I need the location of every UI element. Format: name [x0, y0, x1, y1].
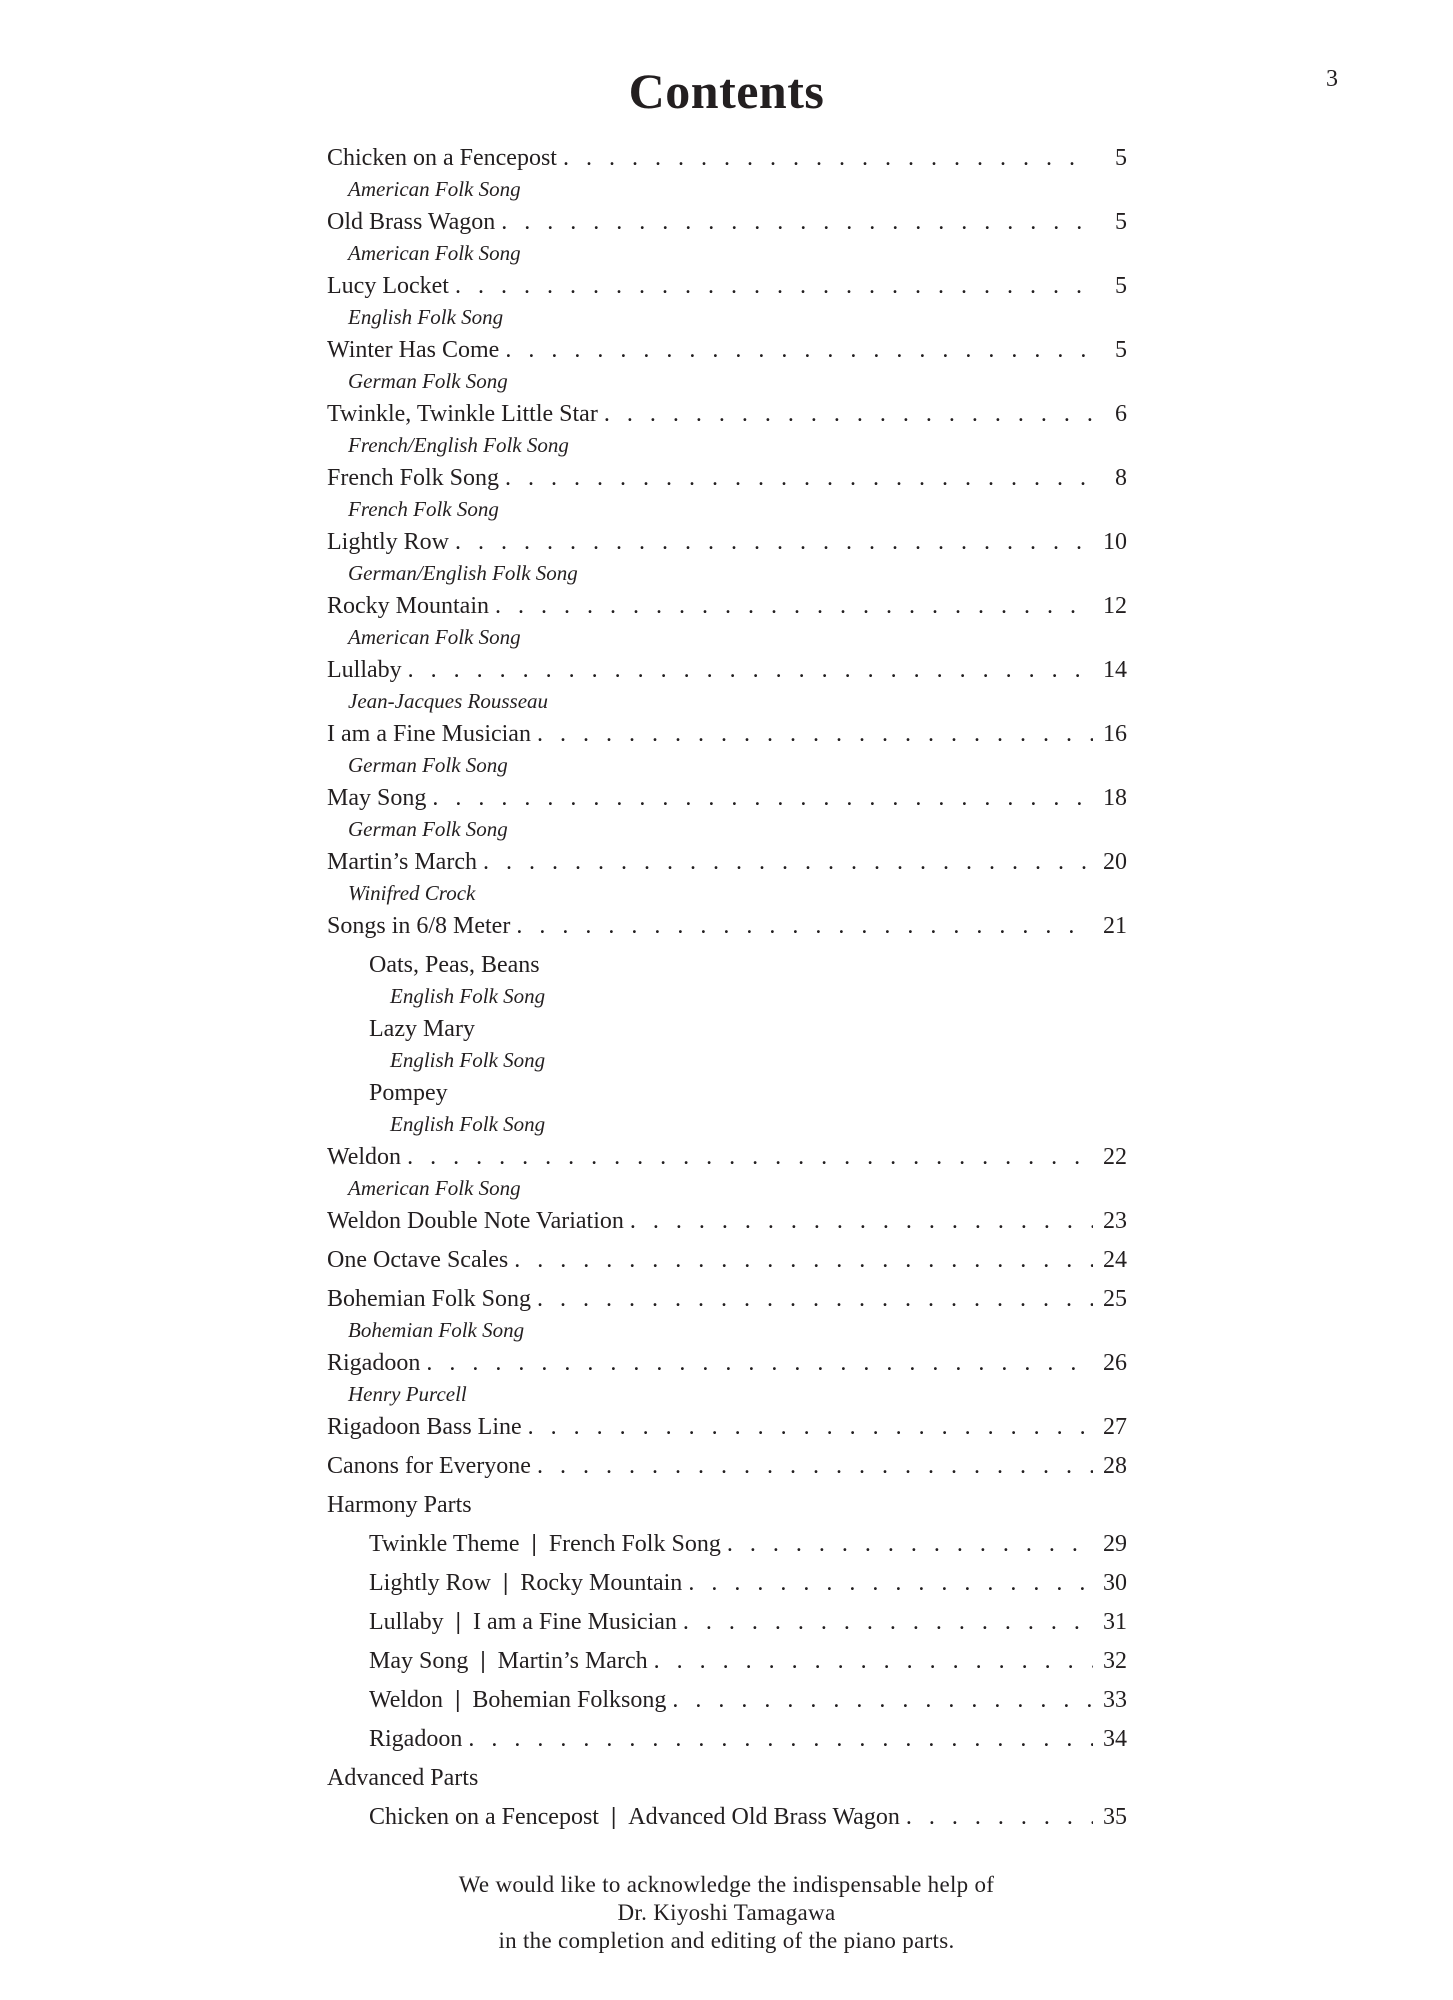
page-number: 3 [1326, 66, 1338, 92]
toc-entry-row [327, 844, 1127, 881]
title-separator: | [480, 1648, 486, 1674]
toc-entry [327, 716, 1127, 780]
toc-entry-subtitle: English Folk Song [390, 1048, 546, 1072]
toc-entry [327, 1760, 1127, 1799]
toc-entry-subtitle: American Folk Song [348, 1176, 521, 1200]
toc-entry-row [369, 1643, 1127, 1680]
toc-entry-title: Songs in 6/8 Meter [327, 913, 511, 939]
toc-entry-title: Harmony Parts [327, 1492, 472, 1518]
toc-entry-title: Lucy Locket [327, 273, 449, 299]
toc-entry-page: 31 [1103, 1609, 1127, 1635]
toc-entry [327, 1448, 1127, 1487]
toc-entry-page: 32 [1103, 1648, 1127, 1674]
toc-entry-row [327, 1448, 1127, 1485]
toc-entry-row [327, 396, 1127, 433]
toc-entry-title-secondary: French Folk Song [548, 1531, 721, 1557]
toc-entry [327, 1487, 1127, 1526]
dot-leader [407, 1139, 1093, 1176]
toc-entry-subtitle: French Folk Song [348, 497, 499, 521]
toc-entry-title-secondary: Bohemian Folksong [472, 1687, 667, 1713]
toc-entry-subtitle: French/English Folk Song [348, 433, 569, 457]
toc-entry-title: Weldon [369, 1687, 444, 1713]
toc-entry-subtitle: Jean-Jacques Rousseau [348, 689, 549, 713]
toc-entry-subtitle: German/English Folk Song [348, 561, 578, 585]
toc-entry-subtitle: Bohemian Folk Song [348, 1318, 525, 1342]
toc-entry-row [327, 1487, 1127, 1524]
toc-entry [327, 588, 1127, 652]
toc-entry-page: 10 [1103, 529, 1127, 555]
toc-entry [327, 524, 1127, 588]
toc-entry-row [327, 716, 1127, 753]
toc-entry-title-secondary: Rocky Mountain [520, 1570, 683, 1596]
toc-entry-title: Weldon Double Note Variation [327, 1208, 624, 1234]
dot-leader [537, 1448, 1093, 1485]
toc-entry [327, 1203, 1127, 1242]
dot-leader [563, 140, 1093, 177]
dot-leader [906, 1799, 1093, 1836]
toc-entry-title: Chicken on a Fencepost [369, 1804, 599, 1830]
toc-entry [327, 1565, 1127, 1604]
toc-entry-page: 26 [1103, 1350, 1127, 1376]
dot-leader [654, 1643, 1093, 1680]
toc-entry [327, 1799, 1127, 1838]
toc-entry-page: 20 [1103, 849, 1127, 875]
toc-entry [327, 204, 1127, 268]
toc-entry-title: Weldon [327, 1144, 402, 1170]
toc-entry-row [327, 908, 1127, 945]
toc-entry-subtitle: German Folk Song [348, 817, 508, 841]
toc-entry-row [369, 1526, 1127, 1563]
toc-entry-subtitle: German Folk Song [348, 753, 508, 777]
toc-entry-row [369, 1565, 1127, 1602]
dot-leader [537, 716, 1093, 753]
toc-entry-page: 33 [1103, 1687, 1127, 1713]
toc-entry-title: Lazy Mary [369, 1016, 475, 1042]
toc-entry-row [327, 652, 1127, 689]
toc-entry [327, 1721, 1127, 1760]
toc-entry-page: 12 [1103, 593, 1127, 619]
toc-entry-title: May Song [369, 1648, 469, 1674]
toc-entry-title: French Folk Song [327, 465, 500, 491]
toc-entry-subtitle: American Folk Song [348, 241, 521, 265]
dot-leader [630, 1203, 1093, 1240]
toc-entry-title: One Octave Scales [327, 1247, 509, 1273]
toc-entry [327, 1139, 1127, 1203]
dot-leader [495, 588, 1093, 625]
toc-entry [327, 947, 1127, 1011]
toc-entry [327, 1643, 1127, 1682]
dot-leader [505, 332, 1093, 369]
toc-entry-row [327, 1281, 1127, 1318]
toc-entry-title: I am a Fine Musician [327, 721, 531, 747]
toc-entry-row [327, 332, 1127, 369]
toc-entry-title-secondary: I am a Fine Musician [472, 1609, 677, 1635]
toc-entry-row [327, 140, 1127, 177]
title-separator: | [455, 1609, 461, 1635]
toc-entry-page: 5 [1115, 145, 1127, 171]
toc-entry-row [327, 588, 1127, 625]
toc-entry-page: 8 [1115, 465, 1127, 491]
toc-entry-page: 30 [1103, 1570, 1127, 1596]
toc-entry-subtitle: Winifred Crock [348, 881, 476, 905]
toc-entry-page: 21 [1103, 913, 1127, 939]
dot-leader [537, 1281, 1093, 1318]
acknowledgment-line: We would like to acknowledge the indispensable help of [458, 1872, 995, 1897]
acknowledgment-line: in the completion and editing of the piano parts. [498, 1928, 955, 1953]
dot-leader [483, 844, 1093, 881]
toc-entry-title: Twinkle Theme [369, 1531, 520, 1557]
toc-entry [327, 780, 1127, 844]
toc-entry-subtitle: American Folk Song [348, 625, 521, 649]
toc-entry [327, 460, 1127, 524]
toc-entry-title: Lightly Row [369, 1570, 492, 1596]
toc-entry [327, 908, 1127, 947]
toc-entry-page: 6 [1115, 401, 1127, 427]
toc-entry-page: 5 [1115, 209, 1127, 235]
toc-entry-page: 22 [1103, 1144, 1127, 1170]
acknowledgment [0, 1871, 1453, 1955]
toc-entry-page: 5 [1115, 337, 1127, 363]
title-separator: | [531, 1531, 537, 1557]
toc-entry [327, 844, 1127, 908]
acknowledgment-line: Dr. Kiyoshi Tamagawa [617, 1900, 836, 1925]
toc-entry-page: 14 [1103, 657, 1127, 683]
toc-entry [327, 396, 1127, 460]
toc-entry [327, 1526, 1127, 1565]
toc-entry-title: Rigadoon [327, 1350, 421, 1376]
toc-entry-row [369, 1075, 1127, 1112]
dot-leader [672, 1682, 1093, 1719]
toc-entry-row [327, 1760, 1127, 1797]
toc-entry-row [369, 1604, 1127, 1641]
title-separator: | [455, 1687, 461, 1713]
dot-leader [514, 1242, 1093, 1279]
toc-entry-title: Advanced Parts [327, 1765, 479, 1791]
title-separator: | [503, 1570, 509, 1596]
toc-entry-page: 25 [1103, 1286, 1127, 1312]
dot-leader [528, 1409, 1093, 1446]
dot-leader [727, 1526, 1093, 1563]
toc-entry-row [327, 1409, 1127, 1446]
toc-entry-title: Lightly Row [327, 529, 450, 555]
toc-entry [327, 1011, 1127, 1075]
toc-entry-title: Rigadoon Bass Line [327, 1414, 522, 1440]
toc-entry-title-secondary: Martin’s March [497, 1648, 648, 1674]
toc-entry-title: Oats, Peas, Beans [369, 952, 540, 978]
toc-entry-page: 29 [1103, 1531, 1127, 1557]
page-title: Contents [628, 63, 825, 119]
toc-entry-page: 28 [1103, 1453, 1127, 1479]
toc-entry-page: 18 [1103, 785, 1127, 811]
toc-entry-title: Twinkle, Twinkle Little Star [327, 401, 598, 427]
toc-entry-page: 27 [1103, 1414, 1127, 1440]
toc-entry-row [369, 1682, 1127, 1719]
toc-entry-row [369, 1721, 1127, 1758]
toc-entry [327, 1682, 1127, 1721]
toc-entry-row [327, 1345, 1127, 1382]
toc-entry [327, 1345, 1127, 1409]
toc-entry-subtitle: Henry Purcell [348, 1382, 467, 1406]
toc-entry-page: 35 [1103, 1804, 1127, 1830]
toc-entry-title: Bohemian Folk Song [327, 1286, 532, 1312]
toc-entry-row [327, 524, 1127, 561]
toc-entry-page: 34 [1103, 1726, 1127, 1752]
toc-entry [327, 1281, 1127, 1345]
toc-entry-row [327, 460, 1127, 497]
toc-entry [327, 1604, 1127, 1643]
toc-entry-page: 23 [1103, 1208, 1127, 1234]
dot-leader [455, 268, 1093, 305]
toc-entry-row [327, 780, 1127, 817]
dot-leader [505, 460, 1093, 497]
toc-entry [327, 140, 1127, 204]
toc-entry-title-secondary: Advanced Old Brass Wagon [628, 1804, 900, 1830]
toc-entry-title: Canons for Everyone [327, 1453, 531, 1479]
toc-entry-row [369, 1011, 1127, 1048]
toc-entry-row [327, 268, 1127, 305]
toc-entry-title: Lullaby [369, 1609, 444, 1635]
toc-entry-title: Rocky Mountain [327, 593, 489, 619]
dot-leader [683, 1604, 1093, 1641]
table-of-contents [327, 140, 1127, 1838]
toc-entry-row [369, 947, 1127, 984]
toc-entry-title: Chicken on a Fencepost [327, 145, 557, 171]
toc-entry-page: 24 [1103, 1247, 1127, 1273]
toc-entry-subtitle: English Folk Song [390, 1112, 546, 1136]
dot-leader [501, 204, 1093, 241]
dot-leader [426, 1345, 1093, 1382]
toc-entry-subtitle: German Folk Song [348, 369, 508, 393]
toc-entry [327, 1075, 1127, 1139]
dot-leader [408, 652, 1093, 689]
toc-entry [327, 1242, 1127, 1281]
toc-entry-title: May Song [327, 785, 427, 811]
toc-entry-title: Old Brass Wagon [327, 209, 496, 235]
toc-entry [327, 332, 1127, 396]
toc-entry-row [327, 204, 1127, 241]
toc-entry-page: 16 [1103, 721, 1127, 747]
toc-entry-title: Lullaby [327, 657, 402, 683]
toc-entry [327, 1409, 1127, 1448]
toc-entry-row [369, 1799, 1127, 1836]
dot-leader [432, 780, 1093, 817]
dot-leader [604, 396, 1093, 433]
title-separator: | [610, 1804, 617, 1830]
toc-entry-subtitle: American Folk Song [348, 177, 521, 201]
dot-leader [455, 524, 1093, 561]
toc-entry-row [327, 1203, 1127, 1240]
toc-entry-title: Rigadoon [369, 1726, 463, 1752]
toc-entry-title: Pompey [369, 1080, 448, 1106]
toc-entry-subtitle: English Folk Song [348, 305, 504, 329]
toc-entry [327, 268, 1127, 332]
dot-leader [468, 1721, 1093, 1758]
toc-entry [327, 652, 1127, 716]
toc-entry-subtitle: English Folk Song [390, 984, 546, 1008]
toc-entry-row [327, 1139, 1127, 1176]
toc-entry-row [327, 1242, 1127, 1279]
dot-leader [516, 908, 1093, 945]
dot-leader [688, 1565, 1093, 1602]
toc-entry-page: 5 [1115, 273, 1127, 299]
toc-entry-title: Winter Has Come [327, 337, 500, 363]
toc-entry-title: Martin’s March [327, 849, 477, 875]
